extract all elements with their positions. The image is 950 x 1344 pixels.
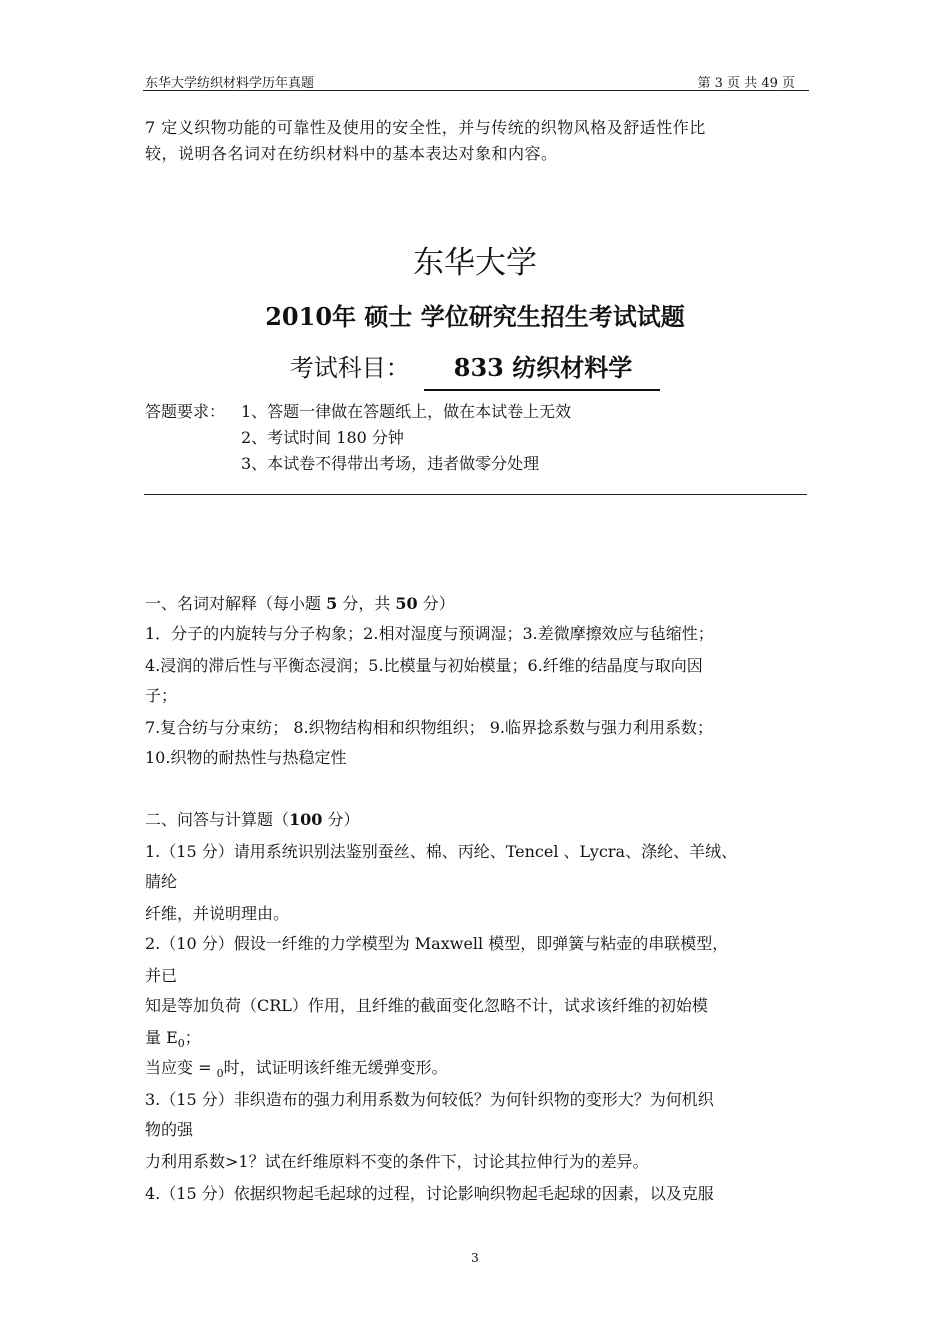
question-1-line: 腈纶 (145, 872, 178, 891)
header-title: 东华大学纺织材料学历年真题 (145, 76, 315, 91)
question-2-line: 知是等加负荷（CRL）作用，且纤维的截面变化忽略不计，试求该纤维的初始模 (145, 996, 708, 1015)
section1-line: 10.织物的耐热性与热稳定性 (145, 748, 347, 767)
subject-label: 考试科目： (289, 354, 410, 382)
requirement-item-1: 1、答题一律做在答题纸上，做在本试卷上无效 (241, 402, 572, 421)
question-1-line: 1.（15 分）请用系统识别法鉴别蚕丝、棉、丙纶、Tencel 、Lycra、涤纶、羊绒、 (145, 842, 738, 861)
exam-title-text: 年 硕士 学位研究生招生考试试题 (332, 302, 685, 331)
question-2-line: 2.（10 分）假设一纤维的力学模型为 Maxwell 模型，即弹簧与粘壶的串联模型， (145, 934, 729, 953)
question-3-line: 力利用系数>1？试在纤维原料不变的条件下，讨论其拉伸行为的差异。 (145, 1152, 649, 1171)
question-3-line: 3.（15 分）非织造布的强力利用系数为何较低？为何针织物的变形大？为何机织 (145, 1090, 714, 1109)
question-2-line: 量 $E_0$； (145, 1028, 201, 1050)
question-2-line: 当应变 = $_0$时，试证明该纤维无缓弹变形。 (145, 1058, 448, 1080)
intro-line-1: 7 定义织物功能的可靠性及使用的安全性，并与传统的织物风格及舒适性作比 (145, 118, 706, 137)
section1-line: 子； (145, 686, 178, 705)
requirement-item-3: 3、本试卷不得带出考场，违者做零分处理 (241, 454, 540, 473)
page-number: 3 (471, 1251, 479, 1265)
question-3-line: 物的强 (145, 1120, 194, 1139)
section1-line: 4.浸润的滞后性与平衡态浸润；5.比模量与初始模量；6.纤维的结晶度与取向因 (145, 656, 703, 675)
section1-line: 1．分子的内旋转与分子构象；2.相对湿度与预调湿；3.差微摩擦效应与毡缩性； (145, 624, 714, 643)
question-2-line: 并已 (145, 966, 178, 985)
exam-title (0, 300, 950, 334)
subject-value: 833 纺织材料学 (424, 351, 660, 391)
school-title: 东华大学 (413, 245, 537, 281)
exam-subject (0, 351, 950, 391)
section2-title: 二、问答与计算题（100 分） (145, 810, 360, 829)
requirements-label: 答题要求： (145, 402, 226, 421)
section1-title: 一、名词对解释（每小题 5 分，共 50 分） (145, 594, 455, 613)
intro-line-2: 较，说明各名词对在纺织材料中的基本表达对象和内容。 (145, 144, 558, 163)
header-page-count: 第 3 页 共 49 页 (697, 76, 795, 91)
section1-line: 7.复合纺与分束纺； 8.织物结构相和织物组织； 9.临界捻系数与强力利用系数； (145, 718, 713, 737)
question-1-line: 纤维，并说明理由。 (145, 904, 290, 923)
question-4-line: 4.（15 分）依据织物起毛起球的过程，讨论影响织物起毛起球的因素，以及克服 (145, 1184, 714, 1203)
divider (144, 494, 807, 495)
page-header (143, 70, 809, 91)
exam-year: 2010 (265, 302, 333, 331)
requirement-item-2: 2、考试时间 180 分钟 (241, 428, 404, 447)
